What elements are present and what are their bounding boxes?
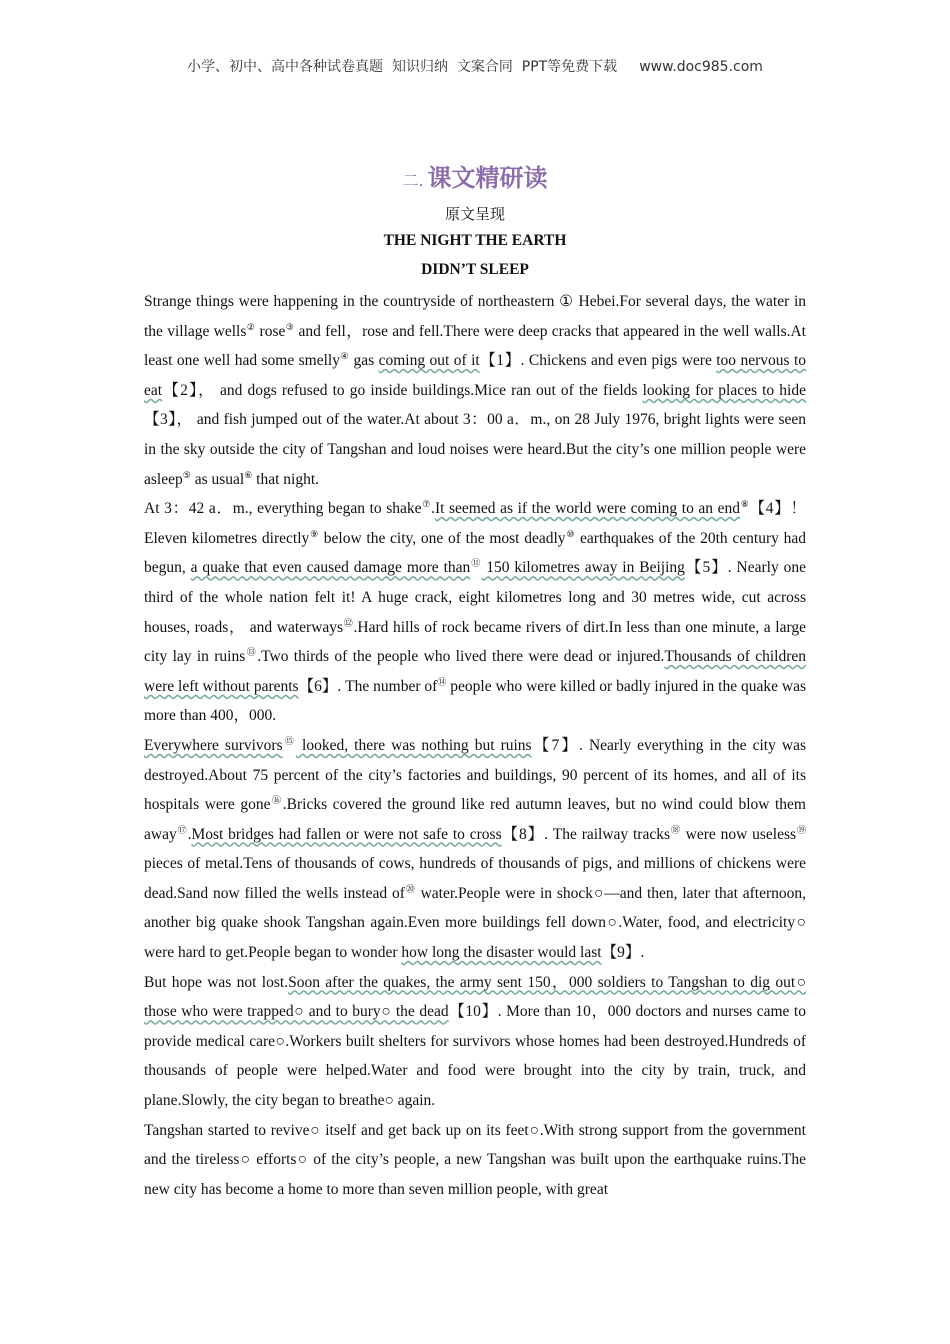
text-run: . — [431, 500, 435, 518]
text-run: 【1】. Chickens and even pigs were — [479, 352, 717, 370]
annotation-marker: ⑮ — [282, 735, 296, 746]
section-number: 二. — [402, 171, 424, 190]
annotation-marker: ② — [246, 321, 256, 332]
annotation-marker: ⑱ — [669, 824, 681, 835]
text-run: that night. — [252, 470, 320, 488]
paragraph — [144, 287, 806, 494]
text-run: 【3】， and fish jumped out of the water.At about 3：00 a．m., on 28 July 1976, bright lights were seen in the sky outside the city of Tangshan and loud noises were heard.But the city’s one million people were asleep — [144, 411, 806, 488]
text-run: 【7】. Nearly everything in the city was destroyed.About 75 percent of the city’s factories and buildings, 90 percent of its homes, and all of its hospitals were gone — [144, 736, 806, 814]
highlighted-phrase: looked, there was nothing but ruins — [295, 736, 532, 754]
section-heading — [0, 158, 950, 193]
paragraph — [144, 731, 806, 968]
text-run: At 3：42 a．m., everything began to shake — [144, 500, 422, 518]
annotation-marker: ⑦ — [421, 499, 432, 509]
text-run: ① — [559, 293, 574, 310]
article-title-line-1: THE NIGHT THE EARTH — [383, 232, 567, 249]
highlighted-phrase: Everywhere survivors — [144, 736, 283, 754]
annotation-marker: ⑳ — [404, 883, 416, 894]
annotation-marker: ⑧ — [740, 499, 750, 509]
text-run: rose — [255, 322, 286, 340]
text-run: below the city, one of the most deadly — [319, 529, 566, 547]
highlighted-phrase: looking for places to hide — [642, 381, 806, 399]
text-run: .Two thirds of the people who lived there were dead or injured. — [257, 648, 665, 666]
annotation-marker: ③ — [285, 321, 295, 332]
text-run: were now useless — [680, 825, 797, 843]
text-run: water.People were in shock○—and then, later that afternoon, another big quake shook Tangshan again.Even more buildings fell down○.Water, food, and electricity○ were hard to get.People began to wonder — [144, 884, 806, 962]
text-run: 【4】！ Eleven kilometres directly — [144, 500, 806, 547]
text-run: 【2】， and dogs refused to go inside buildings.Mice ran out of the fields — [162, 381, 643, 399]
text-run: But hope was not lost. — [144, 973, 289, 991]
text-run: Tangshan started to revive○ itself and get back up on its feet○.With strong support from the government and the tireless○ efforts○ of the city’s people, a new Tangshan was built upon the earthquake ruins.The new city has become a home to more than seven million people, with great — [144, 1121, 806, 1198]
highlighted-phrase: too nervous to eat — [144, 352, 807, 399]
paragraph — [144, 494, 806, 731]
highlighted-phrase: It seemed as if the world were coming to an end — [434, 500, 741, 518]
text-run: 【9】. — [601, 944, 645, 962]
text-run: pieces of metal.Tens of thousands of cows, hundreds of thousands of pigs, and millions of chickens were dead.Sand now filled the wells instead of — [144, 855, 806, 902]
text-run: 【10】. More than 10，000 doctors and nurses came to provide medical care○.Workers built shelters for survivors whose homes had been destroyed.Hundreds of thousands of people were helped.Water and food were brought into the city by train, truck, and plane.Slowly, the city began to breathe○ again. — [144, 1003, 806, 1110]
annotation-marker: ⑭ — [437, 676, 447, 687]
text-run: 【5】. Nearly one third of the whole nation felt it! A huge crack, eight kilometres long and 30 metres wide, cut across houses, roads， and waterways — [144, 559, 806, 636]
annotation-marker: ④ — [339, 351, 350, 362]
annotation-marker: ⑪ — [470, 558, 482, 569]
top-banner — [0, 56, 950, 76]
text-run: Strange things were happening in the countryside of northeastern — [144, 293, 560, 310]
banner-text: 小学、初中、高中各种试卷真题 知识归纳 文案合同 PPT等免费下载 — [187, 59, 618, 75]
text-run: people who were killed or badly injured in the quake was more than 400，000. — [144, 677, 806, 725]
annotation-marker: ⑩ — [565, 528, 576, 539]
paragraph — [144, 1116, 806, 1205]
annotation-marker: ⑲ — [796, 824, 806, 835]
annotation-marker: ⑤ — [182, 469, 191, 480]
highlighted-phrase: coming out of it — [378, 352, 480, 370]
annotation-marker: ⑬ — [245, 646, 258, 657]
highlighted-phrase: Most bridges had fallen or were not safe to cross — [191, 825, 502, 843]
subtitle: 原文呈现 — [444, 205, 505, 223]
article-title-line-2: DIDN’T SLEEP — [421, 261, 529, 278]
section-title: 课文精研读 — [427, 164, 548, 192]
paragraph — [144, 968, 806, 1116]
text-run: gas — [349, 352, 379, 370]
text-run: as usual — [190, 470, 245, 488]
text-run: and fell，rose and fell.There were deep cracks that appeared in the well walls.At least one well had some smelly — [144, 322, 806, 370]
text-run: 【6】. The number of — [298, 677, 438, 695]
article-body — [144, 287, 806, 1204]
annotation-marker: ⑫ — [343, 617, 354, 628]
text-run: . — [187, 825, 192, 843]
highlighted-phrase: how long the disaster would last — [401, 944, 602, 962]
highlighted-phrase: Thousands of children were left without parents — [144, 648, 806, 695]
annotation-marker: ⑰ — [176, 824, 188, 835]
text-run: .Bricks covered the ground like red autumn leaves, but no wind could blow them away — [144, 796, 806, 843]
highlighted-phrase: a quake that even caused damage more than — [190, 559, 471, 577]
text-run: earthquakes of the 20th century had begun, — [144, 529, 806, 577]
banner-site[interactable]: www.doc985.com — [639, 59, 763, 75]
annotation-marker: ⑨ — [309, 528, 320, 539]
text-run: .Hard hills of rock became rivers of dirt.In less than one minute, a large city lay in ruins — [144, 618, 806, 666]
highlighted-phrase: Soon after the quakes, the army sent 150，000 soldiers to Tangshan to dig out○ those who were trapped○ and to bury○ the dead — [144, 973, 806, 1021]
annotation-marker: ⑯ — [270, 794, 283, 805]
text-run: 【8】. The railway tracks — [501, 825, 670, 843]
text-run: Hebei.For several days, the water in the village wells — [144, 293, 807, 340]
highlighted-phrase: 150 kilometres away in Beijing — [481, 559, 685, 577]
annotation-marker: ⑥ — [244, 469, 253, 480]
